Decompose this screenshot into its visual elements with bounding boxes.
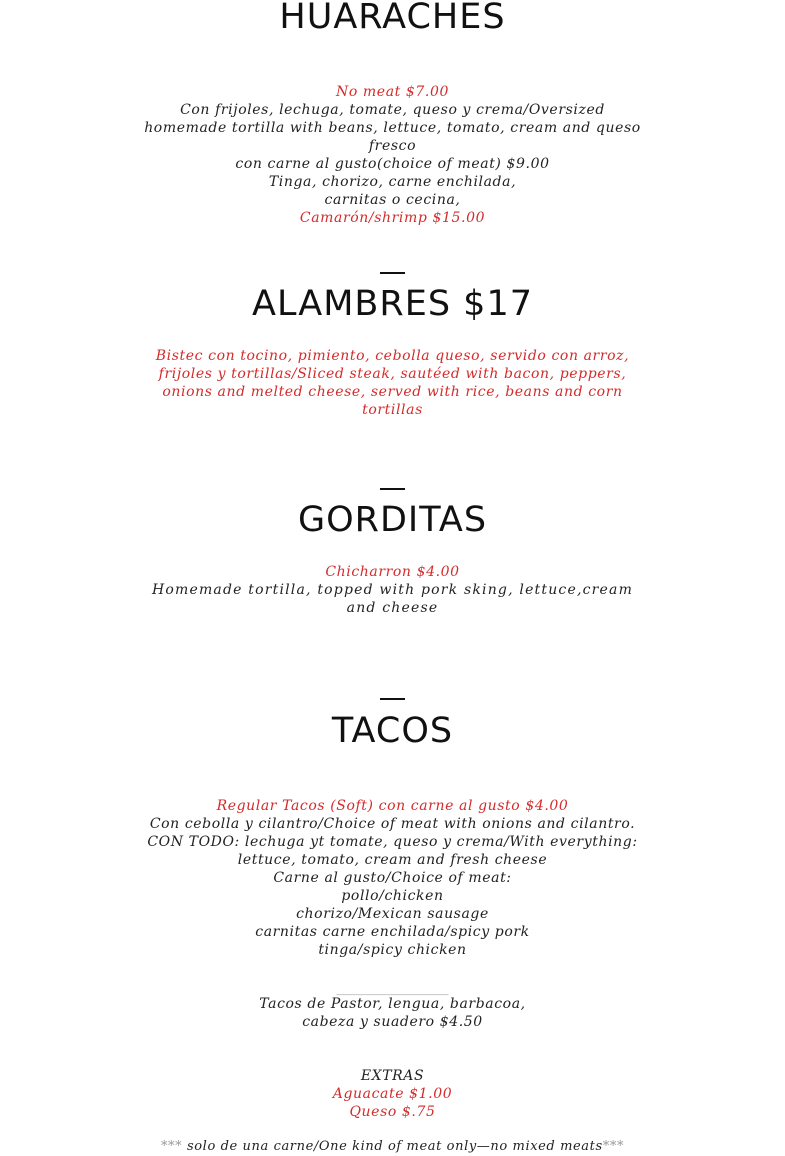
tacos-description <box>0 797 785 959</box>
section-title-huaraches: HUARACHES <box>279 0 506 37</box>
tacos-line: Con cebolla y cilantro/Choice of meat with onions and cilantro. <box>149 816 636 832</box>
tacos-divider: ________________ <box>336 980 449 996</box>
tacos-note <box>0 1138 785 1156</box>
section-divider <box>380 488 405 490</box>
extras-item: Queso $.75 <box>349 1104 436 1120</box>
tacos-regular-price: Regular Tacos (Soft) con carne al gusto $4.00 <box>216 798 569 814</box>
note-stars: *** <box>602 1139 625 1154</box>
huaraches-price-no-meat: No meat $7.00 <box>336 84 449 100</box>
tacos-line: CON TODO: lechuga yt tomate, queso y crema/With everything: <box>147 834 638 850</box>
section-title-tacos: TACOS <box>331 711 454 751</box>
alambres-line: tortillas <box>362 402 423 418</box>
extras-item: Aguacate $1.00 <box>332 1086 453 1102</box>
huaraches-line: homemade tortilla with beans, lettuce, tomato, cream and queso <box>144 120 641 136</box>
tacos-meat-option: tinga/spicy chicken <box>318 942 467 958</box>
tacos-meat-option: chorizo/Mexican sausage <box>296 906 489 922</box>
tacos-line: Carne al gusto/Choice of meat: <box>273 870 512 886</box>
alambres-description <box>0 347 785 419</box>
huaraches-line: carnitas o cecina, <box>324 192 461 208</box>
tacos-pastor-price: cabeza y suadero $4.50 <box>302 1014 483 1030</box>
alambres-line: frijoles y tortillas/Sliced steak, sautéed with bacon, peppers, <box>158 366 627 382</box>
alambres-line: onions and melted cheese, served with rice, beans and corn <box>162 384 623 400</box>
gorditas-line: and cheese <box>346 600 439 616</box>
gorditas-description <box>0 563 785 617</box>
huaraches-description <box>0 83 785 227</box>
gorditas-line: Homemade tortilla, topped with pork sking, lettuce,cream <box>151 582 634 598</box>
huaraches-price-with-meat: con carne al gusto(choice of meat) $9.00 <box>235 156 550 172</box>
huaraches-line: Con frijoles, lechuga, tomate, queso y crema/Oversized <box>180 102 605 118</box>
huaraches-price-shrimp: Camarón/shrimp $15.00 <box>299 210 486 226</box>
note-text: solo de una carne/One kind of meat only—no mixed meats <box>182 1139 603 1154</box>
tacos-extras <box>0 1067 785 1121</box>
tacos-line: lettuce, tomato, cream and fresh cheese <box>237 852 548 868</box>
huaraches-line: fresco <box>368 138 417 154</box>
section-divider <box>380 698 405 700</box>
tacos-pastor <box>0 995 785 1031</box>
tacos-pastor-line: Tacos de Pastor, lengua, barbacoa, <box>259 996 526 1012</box>
huaraches-line: Tinga, chorizo, carne enchilada, <box>268 174 517 190</box>
section-title-gorditas: GORDITAS <box>297 500 488 540</box>
gorditas-price: Chicharron $4.00 <box>325 564 460 580</box>
extras-label: EXTRAS <box>360 1068 425 1084</box>
section-divider <box>380 272 405 274</box>
note-stars: *** <box>160 1139 183 1154</box>
alambres-line: Bistec con tocino, pimiento, cebolla queso, servido con arroz, <box>155 348 630 364</box>
section-title-alambres: ALAMBRES $17 <box>252 284 533 324</box>
tacos-meat-option: pollo/chicken <box>341 888 444 904</box>
tacos-meat-option: carnitas carne enchilada/spicy pork <box>255 924 530 940</box>
